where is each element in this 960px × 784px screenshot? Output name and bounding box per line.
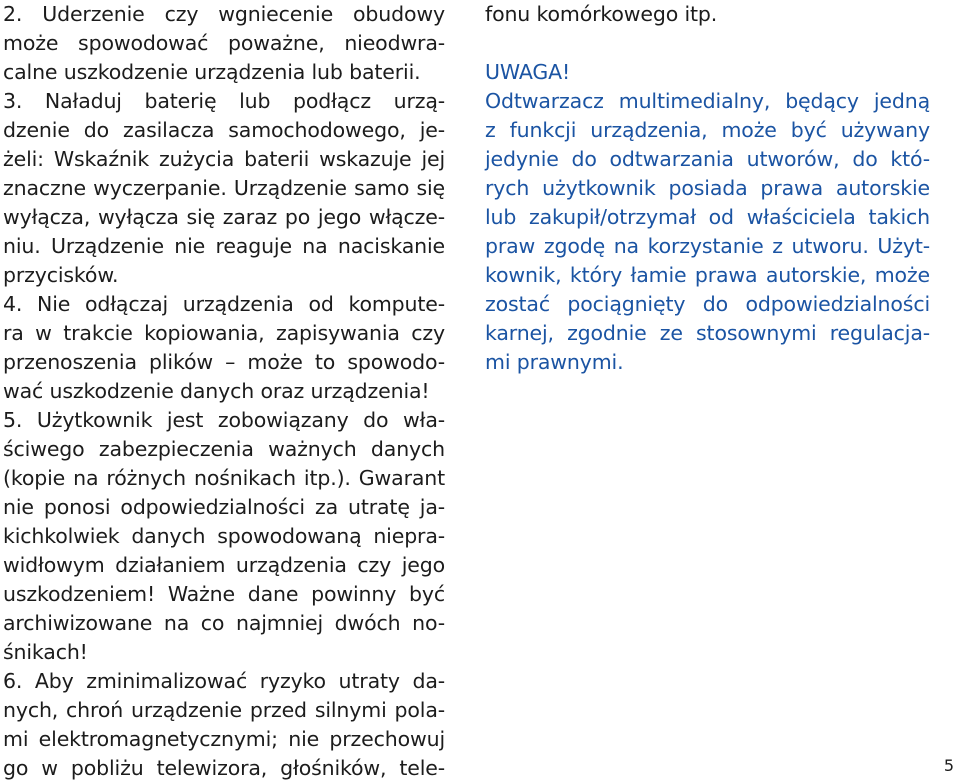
list-item-4-line-3: przenoszenia plików – może to spowodo- (3, 350, 445, 374)
list-item-2-line-2: może spowodować poważne, nieodwra- (3, 31, 445, 55)
list-item-3-line-4: znaczne wyczerpanie. Urządzenie samo się (3, 176, 445, 200)
list-item-4-line-2: ra w trakcie kopiowania, zapisywania czy (3, 321, 445, 345)
warning-text-line-7: kownik, który łamie prawa autorskie, może (485, 263, 930, 287)
list-item-5-line-5: kichkolwiek danych spowodowaną niepra- (3, 524, 445, 548)
list-item-5-line-8: archiwizowane na co najmniej dwóch no- (3, 611, 445, 635)
warning-text-line-5: lub zakupił/otrzymał od właściciela takich (485, 205, 930, 229)
list-item-3-line-7: przycisków. (3, 263, 119, 287)
list-item-5-line-3: (kopie na różnych nośnikach itp.). Gwarant (3, 466, 445, 490)
list-item-3-line-6: niu. Urządzenie nie reaguje na naciskanie (3, 234, 445, 258)
warning-text-line-10: mi prawnymi. (485, 350, 624, 374)
list-item-3-line-1: 3. Naładuj baterię lub podłącz urzą- (3, 89, 445, 113)
list-item-2-line-3: calne uszkodzenie urządzenia lub baterii. (3, 60, 421, 84)
list-item-5-line-6: widłowym działaniem urządzenia czy jego (3, 553, 445, 577)
list-item-5-line-4: nie ponosi odpowiedzialności za utratę ja- (3, 495, 445, 519)
list-item-5-line-1: 5. Użytkownik jest zobowiązany do wła- (3, 408, 445, 432)
list-item-6-line-2: nych, chroń urządzenie przed silnymi pola- (3, 698, 445, 722)
warning-text-line-4: rych użytkownik posiada prawa autorskie (485, 176, 930, 200)
warning-text-line-3: jedynie do odtwarzania utworów, do któ- (485, 147, 930, 171)
list-item-3-line-3: żeli: Wskaźnik zużycia baterii wskazuje jej (3, 147, 445, 171)
list-item-6-line-1: 6. Aby zminimalizować ryzyko utraty da- (3, 669, 445, 693)
warning-heading: UWAGA! (485, 60, 571, 84)
list-item-5-line-7: uszkodzeniem! Ważne dane powinny być (3, 582, 445, 606)
list-item-6-line-3: mi elektromagnetycznymi; nie przechowuj (3, 727, 445, 751)
warning-text-line-6: praw zgodę na korzystanie z utworu. Użyt- (485, 234, 930, 258)
list-item-6-continuation: fonu komórkowego itp. (485, 2, 718, 26)
warning-text-line-1: Odtwarzacz multimedialny, będący jedną (485, 89, 930, 113)
warning-text-line-9: karnej, zgodnie ze stosownymi regulacja- (485, 321, 930, 345)
warning-text-line-2: z funkcji urządzenia, może być używany (485, 118, 930, 142)
list-item-4-line-4: wać uszkodzenie danych oraz urządzenia! (3, 379, 430, 403)
page-number: 5 (943, 756, 954, 775)
list-item-5-line-2: ściwego zabezpieczenia ważnych danych (3, 437, 445, 461)
list-item-4-line-1: 4. Nie odłączaj urządzenia od kompute- (3, 292, 445, 316)
warning-text-line-8: zostać pociągnięty do odpowiedzialności (485, 292, 930, 316)
list-item-2-line-1: 2. Uderzenie czy wgniecenie obudowy (3, 2, 445, 26)
list-item-5-line-9: śnikach! (3, 640, 88, 664)
list-item-6-line-4: go w pobliżu telewizora, głośników, tele- (3, 756, 445, 780)
list-item-3-line-2: dzenie do zasilacza samochodowego, je- (3, 118, 445, 142)
list-item-3-line-5: wyłącza, wyłącza się zaraz po jego włącze- (3, 205, 445, 229)
